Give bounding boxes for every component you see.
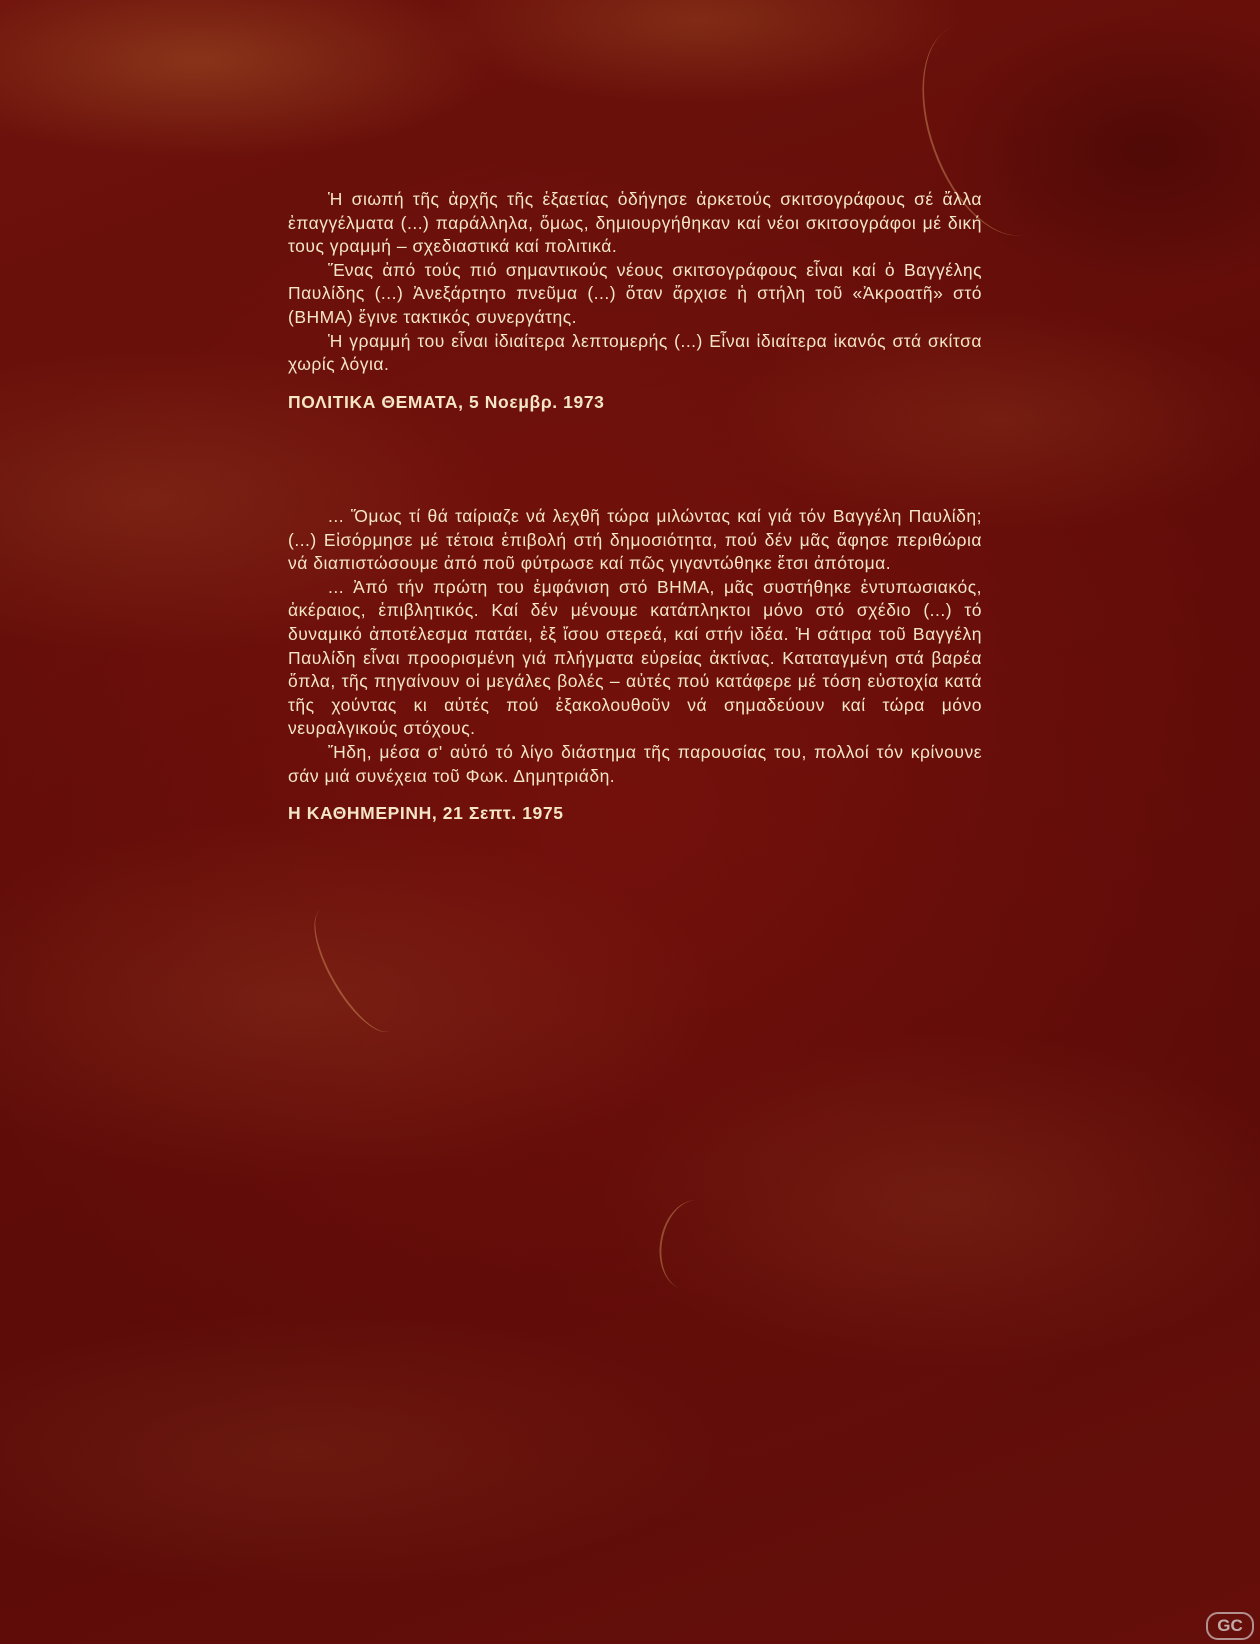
excerpt-paragraph: Ἕνας ἀπό τούς πιό σημαντικούς νέους σκιτσογράφους εἶναι καί ὁ Βαγγέλης Παυλίδης (...) Ἀνεξάρτητο πνεῦμα (...) ὅταν ἄρχισε ἡ στήλη τοῦ «Ἀκροατῆ» στό (ΒΗΜΑ) ἔγινε τακτικός συνεργάτης. <box>288 259 982 327</box>
review-excerpt-politika-themata <box>288 188 982 414</box>
scratch-mark <box>298 896 413 1043</box>
scanner-watermark: GC <box>1206 1612 1254 1640</box>
excerpt-source: ΠΟΛΙΤΙΚΑ ΘΕΜΑΤΑ, 5 Νοεμβρ. 1973 <box>288 391 605 412</box>
excerpt-paragraph: ... Ἀπό τήν πρώτη του ἐμφάνιση στό ΒΗΜΑ, μᾶς συστήθηκε ἐντυπωσιακός, ἀκέραιος, ἐπιβλητικός. Καί δέν μένουμε κατάπληκτοι μόνο στό σχέδιο (...) τό δυναμικό ἀποτέλεσμα πατάει, ἐξ ἴσου στερεά, καί στήν ἰδέα. Ἡ σάτιρα τοῦ Βαγγέλη Παυλίδη εἶναι προορισμένη γιά πλήγματα εὐρείας ἀκτίνας. Καταταγμένη στά βαρέα ὅπλα, τῆς πηγαίνουν οἱ μεγάλες βολές – αὐτές πού κατάφερε μέ τόση εὐστοχία κατά τῆς χούντας κι αὐτές πού ἐξακολουθοῦν νά σημαδεύουν καί τώρα μόνο νευραλγικούς στόχους. <box>288 576 982 739</box>
excerpt-paragraph: Ἡ σιωπή τῆς ἀρχῆς τῆς ἑξαετίας ὁδήγησε ἀρκετούς σκιτσογράφους σέ ἄλλα ἐπαγγέλματα (...) παράλληλα, ὅμως, δημιουργήθηκαν καί νέοι σκιτσογράφοι μέ δική τους γραμμή – σχεδιαστικά καί πολιτικά. <box>288 189 982 257</box>
excerpt-paragraph: Ἤδη, μέσα σ' αὐτό τό λίγο διάστημα τῆς παρουσίας του, πολλοί τόν κρίνουνε σάν μιά συνέχεια τοῦ Φωκ. Δημητριάδη. <box>288 741 982 786</box>
scratch-mark <box>653 1195 730 1294</box>
excerpt-paragraph: Ἡ γραμμή του εἶναι ἰδιαίτερα λεπτομερής (...) Εἶναι ἰδιαίτερα ἱκανός στά σκίτσα χωρίς λόγια. <box>288 330 982 375</box>
review-excerpt-kathimerini <box>288 505 982 826</box>
excerpt-source: Η ΚΑΘΗΜΕΡΙΝΗ, 21 Σεπτ. 1975 <box>288 803 564 824</box>
excerpt-paragraph: ... Ὅμως τί θά ταίριαζε νά λεχθῆ τώρα μιλώντας καί γιά τόν Βαγγέλη Παυλίδη; (...) Εἰσόρμησε μέ τέτοια ἐπιβολή στή δημοσιότητα, πού δέν μᾶς ἄφησε περιθώρια νά διαπιστώσουμε ἀπό ποῦ φύτρωσε καί πῶς γιγαντώθηκε ἔτσι ἀπότομα. <box>288 506 982 574</box>
